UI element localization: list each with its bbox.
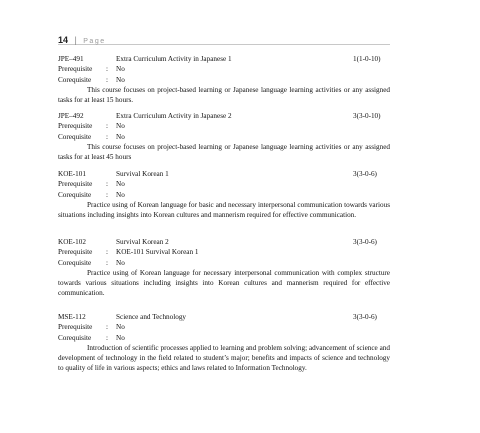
course-description: This course focuses on project-based learning or Japanese language learning activities or any assigned tasks for at least 15 hours. <box>58 85 390 105</box>
corequisite-value: No <box>116 190 125 199</box>
page-separator: | <box>74 35 77 45</box>
prerequisite-value: No <box>116 180 125 189</box>
colon: : <box>106 258 108 267</box>
course-entry <box>58 237 390 299</box>
prerequisite-label: Prerequisite <box>58 65 93 74</box>
corequisite-label: Corequisite <box>58 132 92 141</box>
prerequisite-value: No <box>116 65 125 74</box>
corequisite-label: Corequisite <box>58 258 92 267</box>
prerequisite-label: Prerequisite <box>58 180 93 189</box>
course-description: Practice using of Korean language for basic and necessary interpersonal communication towards various situations including insights into Korean cultures and mannerism required for effective communication. <box>58 200 390 220</box>
course-code: MSE-112 <box>58 313 86 321</box>
colon: : <box>106 180 108 189</box>
course-title: Science and Technology <box>116 313 187 321</box>
colon: : <box>106 248 108 257</box>
colon: : <box>106 132 108 141</box>
colon: : <box>106 333 108 342</box>
prerequisite-value: No <box>116 122 125 131</box>
prerequisite-label: Prerequisite <box>58 323 93 332</box>
course-credits: 1(1-0-10) <box>353 55 381 63</box>
colon: : <box>106 122 108 131</box>
course-entry <box>58 54 390 105</box>
colon: : <box>106 323 108 332</box>
corequisite-value: No <box>116 75 125 84</box>
colon: : <box>106 190 108 199</box>
course-entry <box>58 312 390 374</box>
course-credits: 3(3-0-6) <box>353 238 377 246</box>
corequisite-value: No <box>116 258 125 267</box>
corequisite-label: Corequisite <box>58 333 92 342</box>
course-credits: 3(3-0-6) <box>353 313 377 321</box>
course-title: Survival Korean 2 <box>116 238 169 246</box>
course-code: KOE-102 <box>58 238 86 246</box>
page-word: Page <box>83 38 106 45</box>
course-credits: 3(3-0-6) <box>353 170 377 178</box>
course-title: Extra Curriculum Activity in Japanese 2 <box>116 112 232 120</box>
corequisite-value: No <box>116 333 125 342</box>
colon: : <box>106 75 108 84</box>
course-credits: 3(3-0-10) <box>353 112 381 120</box>
course-description: This course focuses on project-based learning or Japanese language learning activities or any assigned tasks for at least 45 hours <box>58 142 390 162</box>
prerequisite-value: No <box>116 323 125 332</box>
course-code: KOE-101 <box>58 170 86 178</box>
course-code: JPE–492 <box>58 112 84 120</box>
corequisite-label: Corequisite <box>58 75 92 84</box>
corequisite-label: Corequisite <box>58 190 92 199</box>
page-header <box>58 30 390 45</box>
course-title: Survival Korean 1 <box>116 170 169 178</box>
course-description: Introduction of scientific processes applied to learning and problem solving; advancement of science and development of technology in the field related to student’s major; benefits and impacts of science and technology to quality of life in various aspects; ethics and laws related to Information Technology. <box>58 343 390 373</box>
corequisite-value: No <box>116 132 125 141</box>
colon: : <box>106 65 108 74</box>
course-entry <box>58 111 390 162</box>
prerequisite-label: Prerequisite <box>58 122 93 131</box>
course-title: Extra Curriculum Activity in Japanese 1 <box>116 55 232 63</box>
course-entry <box>58 169 390 220</box>
page-number: 14 <box>58 35 69 45</box>
prerequisite-value: KOE-101 Survival Korean 1 <box>116 248 199 257</box>
course-description: Practice using of Korean language for necessary interpersonal communication with complex structure towards various situations including insights into Korean cultures and mannerism required for effective communication. <box>58 268 390 298</box>
course-code: JPE–491 <box>58 55 84 63</box>
prerequisite-label: Prerequisite <box>58 248 93 257</box>
